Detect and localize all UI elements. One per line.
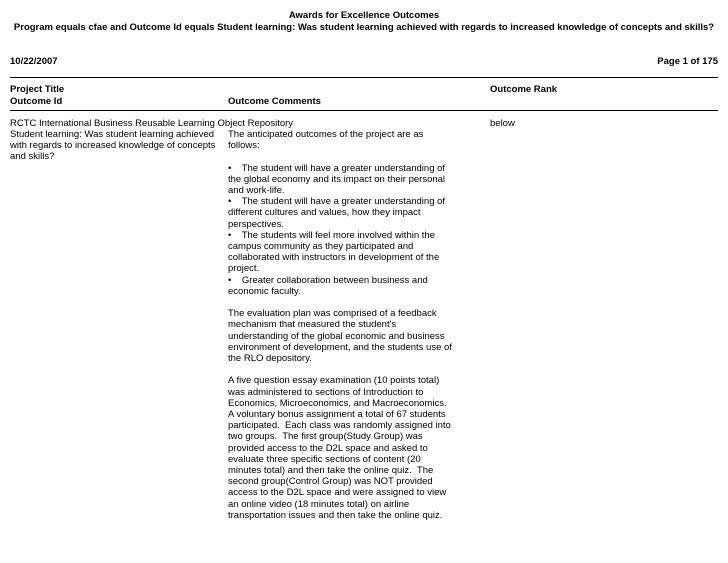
report-filter-subtitle: Program equals cfae and Outcome Id equals Student learning: Was student learning achieved with regards to increased knowledge of concepts and skills? — [13, 22, 715, 33]
comments-bullet: • The student will have a greater understanding of the global economy and its impact on their personal and work-life. — [228, 162, 448, 196]
column-header-project-title: Project Title — [10, 84, 65, 95]
page-number: Page 1 of 175 — [657, 56, 718, 67]
column-header-outcome-comments: Outcome Comments — [228, 96, 321, 107]
header-top-rule — [10, 77, 718, 78]
report-title: Awards for Excellence Outcomes — [288, 10, 440, 21]
report-date: 10/22/2007 — [10, 56, 58, 67]
record-outcome-rank: below — [490, 118, 515, 129]
comments-examination: A five question essay examination (10 points total) was administered to sections of Introduction to Economics, Microeconomics, and Macroeconomics. A voluntary bonus assignment a total of 67 students participated. Each class was randomly assigned into two groups. The first group(Study Group) was provided access to the D2L space and asked to evaluate three specific sections of content (20 minutes total) and then take the online quiz. The second group(Control Group) was NOT provided access to the D2L space and were assigned to view an online video (18 minutes total) on airline transportation issues and then take the online quiz. — [228, 375, 454, 521]
comments-bullet: • The students will feel more involved within the campus community as they participated and collaborated with instructors in development of the project. — [228, 229, 442, 275]
comments-intro: The anticipated outcomes of the project are as follows: — [228, 129, 427, 152]
comments-bullet: • The student will have a greater understanding of different cultures and values, how they impact perspectives. — [228, 196, 448, 230]
record-outcome-comments — [228, 129, 453, 521]
column-header-outcome-rank: Outcome Rank — [490, 84, 558, 95]
column-header-outcome-id: Outcome Id — [10, 96, 63, 107]
record-project-title: RCTC International Business Reusable Learning Object Repository — [10, 118, 294, 129]
comments-evaluation-plan: The evaluation plan was comprised of a feedback mechanism that measured the student's understanding of the global economic and business environment of development, and the students use of the RLO depository. — [228, 308, 455, 365]
comments-bullet-list — [228, 163, 453, 297]
header-bottom-rule — [10, 110, 718, 111]
record-outcome-id: Student learning: Was student learning achieved with regards to increased knowledge of concepts and skills? — [10, 129, 216, 163]
comments-bullet: • Greater collaboration between business and economic faculty. — [228, 274, 431, 297]
